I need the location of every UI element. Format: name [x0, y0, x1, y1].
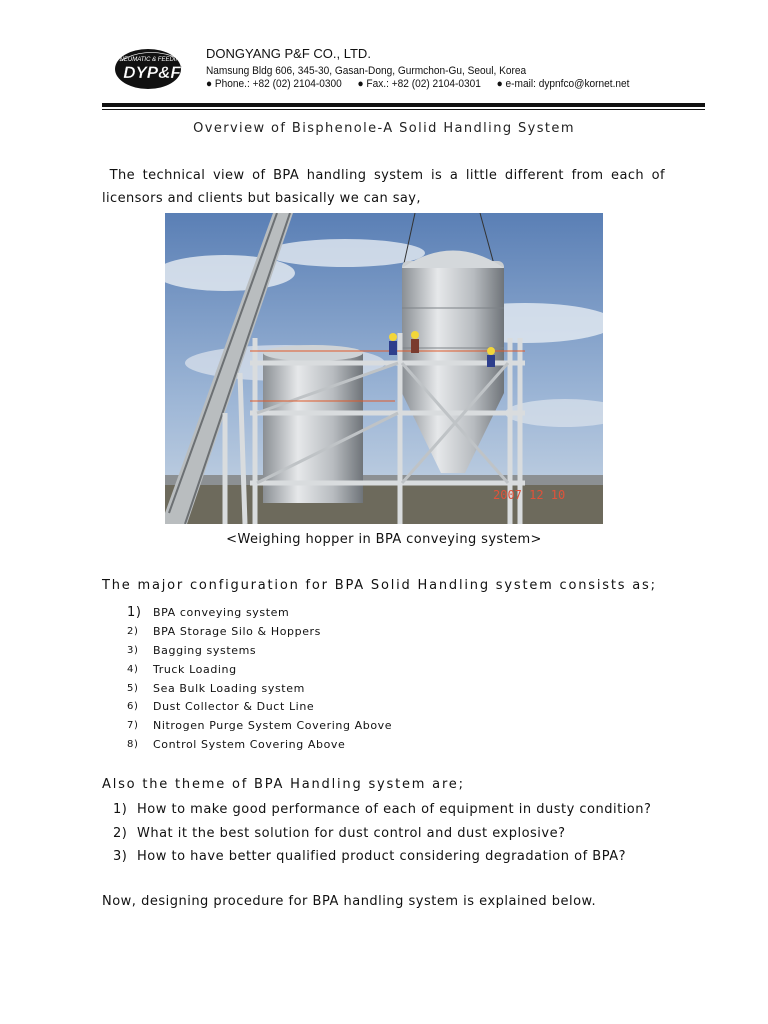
- header-rule-thick: [102, 103, 705, 107]
- list-item-text: Control System Covering Above: [153, 738, 346, 752]
- list-item-number: 1): [113, 802, 128, 818]
- list-item-text: Bagging systems: [153, 643, 257, 657]
- list-item-text: How to make good performance of each of equipment in dusty condition?: [137, 802, 652, 818]
- list-item-text: Dust Collector & Duct Line: [153, 700, 315, 714]
- list-item-text: How to have better qualified product considering degradation of BPA?: [137, 849, 627, 865]
- list-item: [127, 697, 392, 716]
- list-item-number: 3): [127, 644, 139, 656]
- header-rule-thin: [102, 109, 705, 110]
- list-item-text: What it the best solution for dust control and dust explosive?: [137, 825, 566, 841]
- contact-line: [206, 78, 642, 90]
- list-item: [127, 603, 392, 622]
- email-address: ● e-mail: dypnfco@kornet.net: [496, 78, 630, 90]
- document-title: Overview of Bisphenole-A Solid Handling System: [193, 121, 575, 136]
- intro-text: The technical view of BPA handling system is a little different from each of licensors and clients but basically we can say,: [102, 168, 665, 206]
- closing-sentence: Now, designing procedure for BPA handling system is explained below.: [102, 894, 597, 909]
- list-item-number: 8): [127, 739, 139, 751]
- list-item: [127, 641, 392, 660]
- list-item-number: 2): [127, 625, 139, 637]
- list-item-text: Truck Loading: [153, 662, 237, 676]
- svg-text:DYP&F: DYP&F: [123, 63, 181, 82]
- list-item: [113, 822, 651, 846]
- list-item: [113, 845, 651, 869]
- list-item-text: Nitrogen Purge System Covering Above: [153, 719, 393, 733]
- company-name: DONGYANG P&F CO., LTD.: [206, 46, 371, 61]
- list-item: [113, 798, 651, 822]
- weighing-hopper-photo: [165, 213, 603, 524]
- intro-paragraph: [102, 164, 665, 210]
- list-item-number: 6): [127, 701, 139, 713]
- list-item: [127, 679, 392, 698]
- phone-number: ● Phone.: +82 (02) 2104-0300: [206, 78, 342, 90]
- fax-number: ● Fax.: +82 (02) 2104-0301: [357, 78, 481, 90]
- list-item-text: Sea Bulk Loading system: [153, 681, 305, 695]
- list-item: [127, 660, 392, 679]
- company-logo: [112, 47, 192, 91]
- photo-caption: <Weighing hopper in BPA conveying system>: [226, 532, 542, 547]
- list-item-number: 3): [113, 849, 128, 865]
- list-item-number: 7): [127, 720, 139, 732]
- theme-heading: Also the theme of BPA Handling system are;: [102, 777, 465, 792]
- list-item-number: 1): [127, 604, 142, 620]
- list-item-number: 2): [113, 825, 128, 841]
- config-list: [127, 603, 392, 754]
- theme-list: [113, 798, 651, 869]
- list-item-text: BPA conveying system: [153, 605, 290, 619]
- list-item-number: 5): [127, 682, 139, 694]
- list-item-number: 4): [127, 663, 139, 675]
- photo-date-stamp: 2007 12 10: [493, 488, 566, 502]
- config-heading: The major configuration for BPA Solid Handling system consists as;: [102, 578, 657, 593]
- list-item-text: BPA Storage Silo & Hoppers: [153, 624, 322, 638]
- list-item: [127, 716, 392, 735]
- svg-text:PNEUMATIC & FEEDING: PNEUMATIC & FEEDING: [115, 57, 185, 63]
- list-item: [127, 622, 392, 641]
- company-address: Namsung Bldg 606, 345-30, Gasan-Dong, Gurmchon-Gu, Seoul, Korea: [206, 65, 527, 77]
- list-item: [127, 735, 392, 754]
